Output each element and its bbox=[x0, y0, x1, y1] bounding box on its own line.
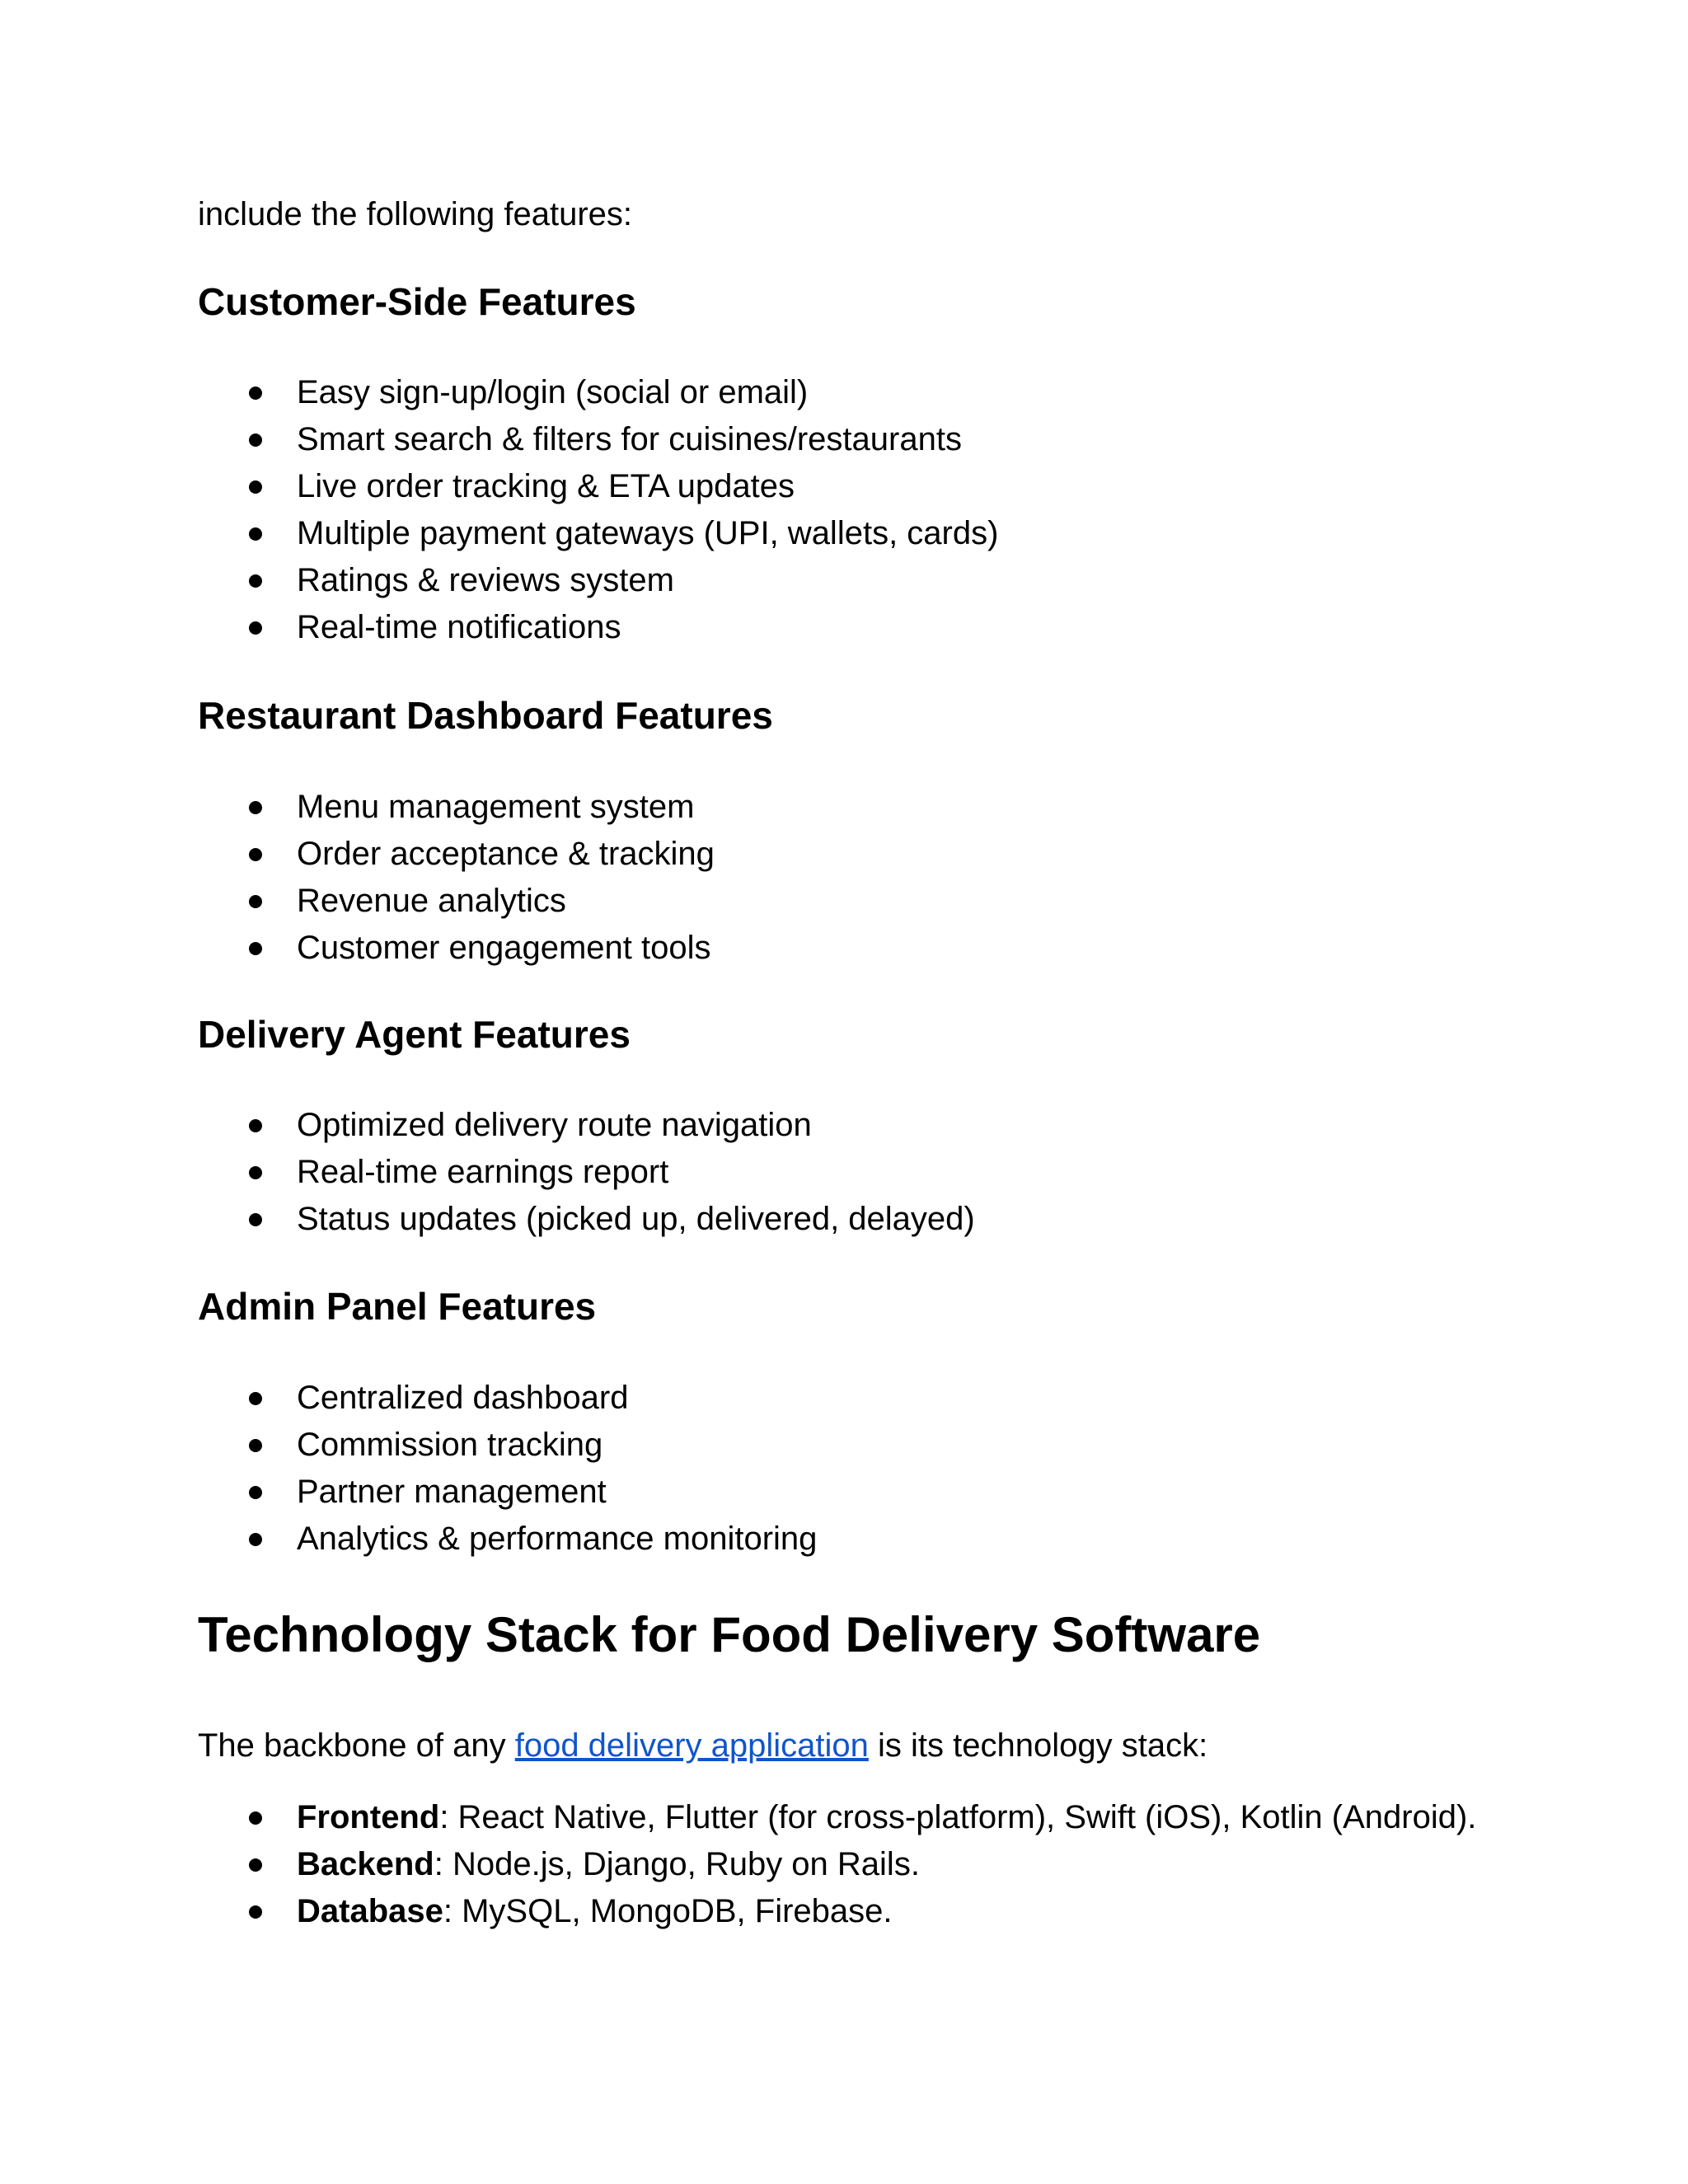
list-item bbox=[0, 831, 715, 878]
list-item bbox=[0, 416, 998, 463]
bullet-icon bbox=[249, 942, 262, 955]
list-item-text: Revenue analytics bbox=[297, 883, 566, 919]
section-heading-customer: Customer-Side Features bbox=[198, 280, 636, 323]
tech-stack-list bbox=[0, 1794, 1476, 1935]
customer-features-list bbox=[0, 369, 998, 651]
list-item-label: Database bbox=[297, 1893, 443, 1929]
section-heading-restaurant: Restaurant Dashboard Features bbox=[198, 694, 773, 737]
list-item-text: Commission tracking bbox=[297, 1427, 603, 1463]
list-item-text: Menu management system bbox=[297, 789, 695, 825]
list-item-text: : Node.js, Django, Ruby on Rails. bbox=[434, 1846, 920, 1882]
list-item-text: Analytics & performance monitoring bbox=[297, 1521, 818, 1557]
bullet-icon bbox=[249, 1392, 262, 1405]
section-heading-admin: Admin Panel Features bbox=[198, 1285, 597, 1328]
list-item-text: Easy sign-up/login (social or email) bbox=[297, 374, 809, 410]
bullet-icon bbox=[249, 1166, 262, 1179]
list-item bbox=[0, 604, 998, 651]
list-item-text: Live order tracking & ETA updates bbox=[297, 468, 795, 504]
delivery-features-list bbox=[0, 1102, 975, 1243]
list-item-text: Partner management bbox=[297, 1474, 607, 1510]
list-item bbox=[0, 1469, 817, 1516]
list-item-text: Order acceptance & tracking bbox=[297, 836, 715, 872]
bullet-icon bbox=[249, 1213, 262, 1226]
bullet-icon bbox=[249, 801, 262, 814]
list-item-label: Backend bbox=[297, 1846, 434, 1882]
bullet-icon bbox=[249, 574, 262, 588]
list-item-text: Optimized delivery route navigation bbox=[297, 1107, 812, 1143]
list-item-text: Multiple payment gateways (UPI, wallets, cards) bbox=[297, 515, 999, 551]
list-item-text: Smart search & filters for cuisines/restaurants bbox=[297, 421, 962, 457]
bullet-icon bbox=[249, 848, 262, 861]
bullet-icon bbox=[249, 527, 262, 541]
intro-text: include the following features: bbox=[198, 196, 632, 232]
bullet-icon bbox=[249, 387, 262, 400]
list-item-label: Frontend bbox=[297, 1799, 440, 1835]
list-item bbox=[0, 557, 998, 604]
list-item bbox=[0, 463, 998, 510]
list-item-text: Centralized dashboard bbox=[297, 1380, 629, 1416]
bullet-icon bbox=[249, 434, 262, 447]
list-item bbox=[0, 1149, 975, 1196]
tech-stack-intro bbox=[198, 1722, 1207, 1769]
list-item-text: : MySQL, MongoDB, Firebase. bbox=[443, 1893, 893, 1929]
list-item-text: : React Native, Flutter (for cross-platform), Swift (iOS), Kotlin (Android). bbox=[439, 1799, 1477, 1835]
list-item bbox=[0, 1375, 817, 1422]
list-item bbox=[0, 1888, 1476, 1935]
tech-stack-heading: Technology Stack for Food Delivery Software bbox=[198, 1607, 1261, 1662]
section-heading-delivery: Delivery Agent Features bbox=[198, 1013, 631, 1056]
list-item-text: Status updates (picked up, delivered, delayed) bbox=[297, 1201, 975, 1237]
bullet-icon bbox=[249, 1486, 262, 1499]
list-item bbox=[0, 925, 715, 972]
admin-features-list bbox=[0, 1375, 817, 1563]
paragraph-text: The backbone of any bbox=[198, 1727, 515, 1764]
list-item bbox=[0, 1102, 975, 1149]
list-item-text: Customer engagement tools bbox=[297, 930, 711, 966]
list-item-text: Real-time notifications bbox=[297, 609, 621, 645]
list-item-text: Real-time earnings report bbox=[297, 1154, 669, 1190]
bullet-icon bbox=[249, 895, 262, 908]
bullet-icon bbox=[249, 1811, 262, 1825]
restaurant-features-list bbox=[0, 784, 715, 972]
bullet-icon bbox=[249, 1858, 262, 1872]
list-item-text: Ratings & reviews system bbox=[297, 562, 674, 598]
list-item bbox=[0, 1422, 817, 1469]
list-item bbox=[0, 369, 998, 416]
bullet-icon bbox=[249, 1533, 262, 1546]
bullet-icon bbox=[249, 1905, 262, 1919]
bullet-icon bbox=[249, 1439, 262, 1452]
bullet-icon bbox=[249, 1119, 262, 1132]
list-item bbox=[0, 1841, 1476, 1888]
list-item bbox=[0, 784, 715, 831]
bullet-icon bbox=[249, 480, 262, 494]
bullet-icon bbox=[249, 621, 262, 635]
food-delivery-application-link[interactable]: food delivery application bbox=[514, 1727, 869, 1764]
list-item bbox=[0, 510, 998, 557]
list-item bbox=[0, 878, 715, 925]
list-item bbox=[0, 1794, 1476, 1841]
list-item bbox=[0, 1196, 975, 1243]
list-item bbox=[0, 1516, 817, 1563]
paragraph-text: is its technology stack: bbox=[868, 1727, 1208, 1764]
